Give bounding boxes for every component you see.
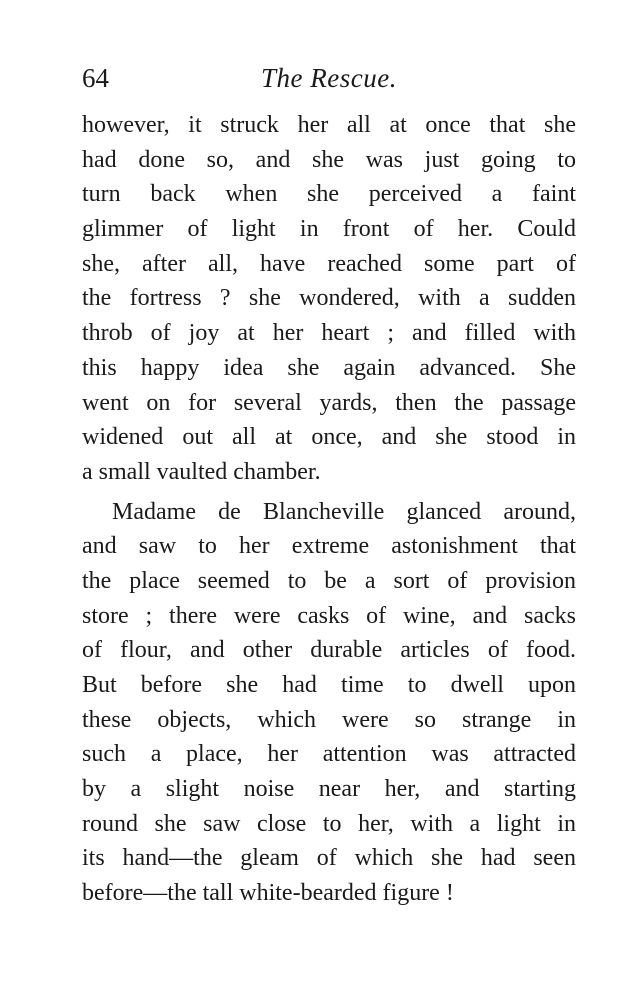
text-line: glimmer of light in front of her. Could	[82, 216, 576, 243]
text-line: round she saw close to her, with a light in	[82, 810, 576, 837]
text-line: widened out all at once, and she stood in	[82, 424, 576, 451]
text-line: the place seemed to be a sort of provision	[82, 567, 576, 594]
text-line: of flour, and other durable articles of food.	[82, 637, 576, 664]
text-line: and saw to her extreme astonishment that	[82, 533, 576, 560]
text-line: she, after all, have reached some part of	[82, 250, 576, 277]
paragraph-1	[82, 108, 576, 490]
text-line: these objects, which were so strange in	[82, 706, 576, 733]
text-line: throb of joy at her heart ; and filled with	[82, 320, 576, 347]
text-line: such a place, her attention was attracted	[82, 741, 576, 768]
text-line: before—the tall white-bearded figure !	[82, 880, 454, 907]
running-title: The Rescue.	[261, 63, 397, 93]
text-line: went on for several yards, then the passage	[82, 389, 576, 416]
running-head	[82, 58, 576, 98]
text-line: its hand—the gleam of which she had seen	[82, 845, 576, 872]
paragraph-2	[82, 495, 576, 911]
text-line: store ; there were casks of wine, and sacks	[82, 602, 576, 629]
page-number: 64	[82, 63, 109, 93]
body-text	[82, 108, 576, 911]
text-line: the fortress ? she wondered, with a sudden	[82, 285, 576, 312]
text-line: turn back when she perceived a faint	[82, 181, 576, 208]
text-line: this happy idea she again advanced. She	[82, 354, 576, 381]
text-line: Madame de Blancheville glanced around,	[112, 498, 576, 525]
text-line: But before she had time to dwell upon	[82, 672, 576, 698]
text-line: by a slight noise near her, and starting	[82, 776, 576, 803]
text-line: a small vaulted chamber.	[82, 458, 321, 485]
text-line: had done so, and she was just going to	[82, 146, 576, 173]
text-line: however, it struck her all at once that she	[82, 112, 576, 138]
